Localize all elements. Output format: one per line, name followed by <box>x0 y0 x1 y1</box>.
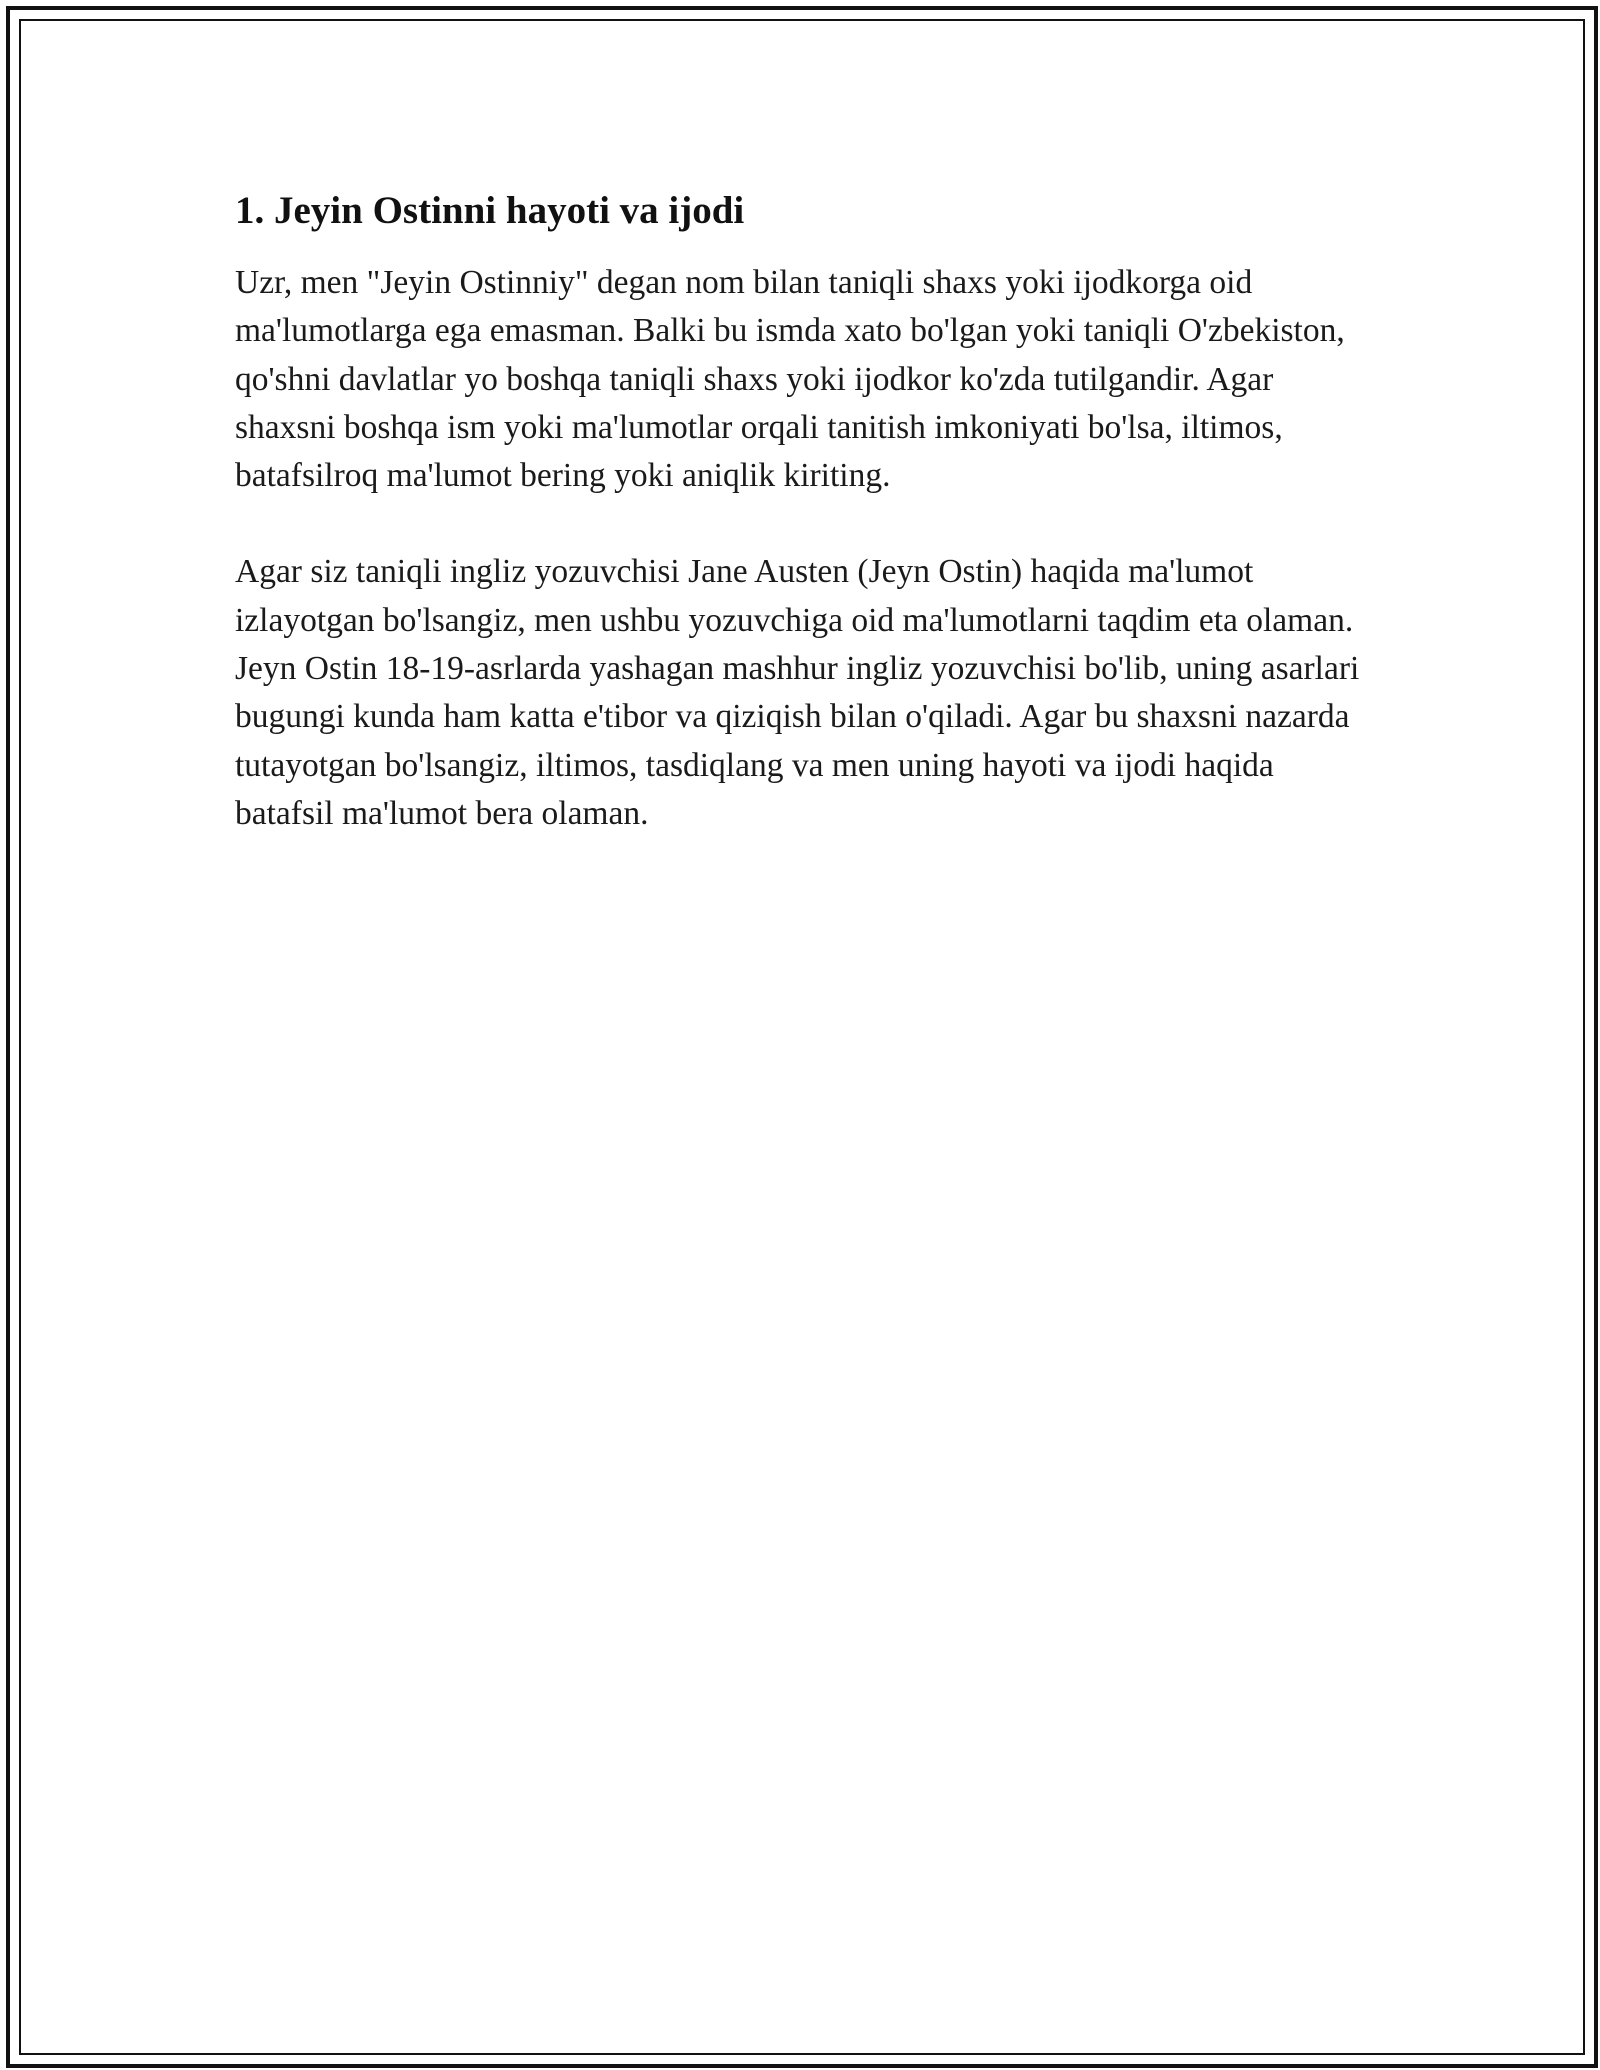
document-body <box>235 185 1365 838</box>
paragraph-1: Uzr, men "Jeyin Ostinniy" degan nom bilan taniqli shaxs yoki ijodkorga oid ma'lumotlarga ega emasman. Balki bu ismda xato bo'lgan yoki taniqli O'zbekiston, qo'shni davlatlar yo boshqa taniqli shaxs yoki ijodkor ko'zda tutilgandir. Agar shaxsni boshqa ism yoki ma'lumotlar orqali tanitish imkoniyati bo'lsa, iltimos, batafsilroq ma'lumot bering yoki aniqlik kiriting. <box>235 264 1345 495</box>
paragraph-2: Agar siz taniqli ingliz yozuvchisi Jane Austen (Jeyn Ostin) haqida ma'lumot izlayotgan bo'lsangiz, men ushbu yozuvchiga oid ma'lumotlarni taqdim eta olaman. Jeyn Ostin 18-19-asrlarda yashagan mashhur ingliz yozuvchisi bo'lib, uning asarlari bugungi kunda ham katta e'tibor va qiziqish bilan o'qiladi. Agar bu shaxsni nazarda tutayotgan bo'lsangiz, iltimos, tasdiqlang va men uning hayoti va ijodi haqida batafsil ma'lumot bera olaman. <box>235 553 1360 832</box>
section-title: 1. Jeyin Ostinni hayoti va ijodi <box>235 189 745 232</box>
